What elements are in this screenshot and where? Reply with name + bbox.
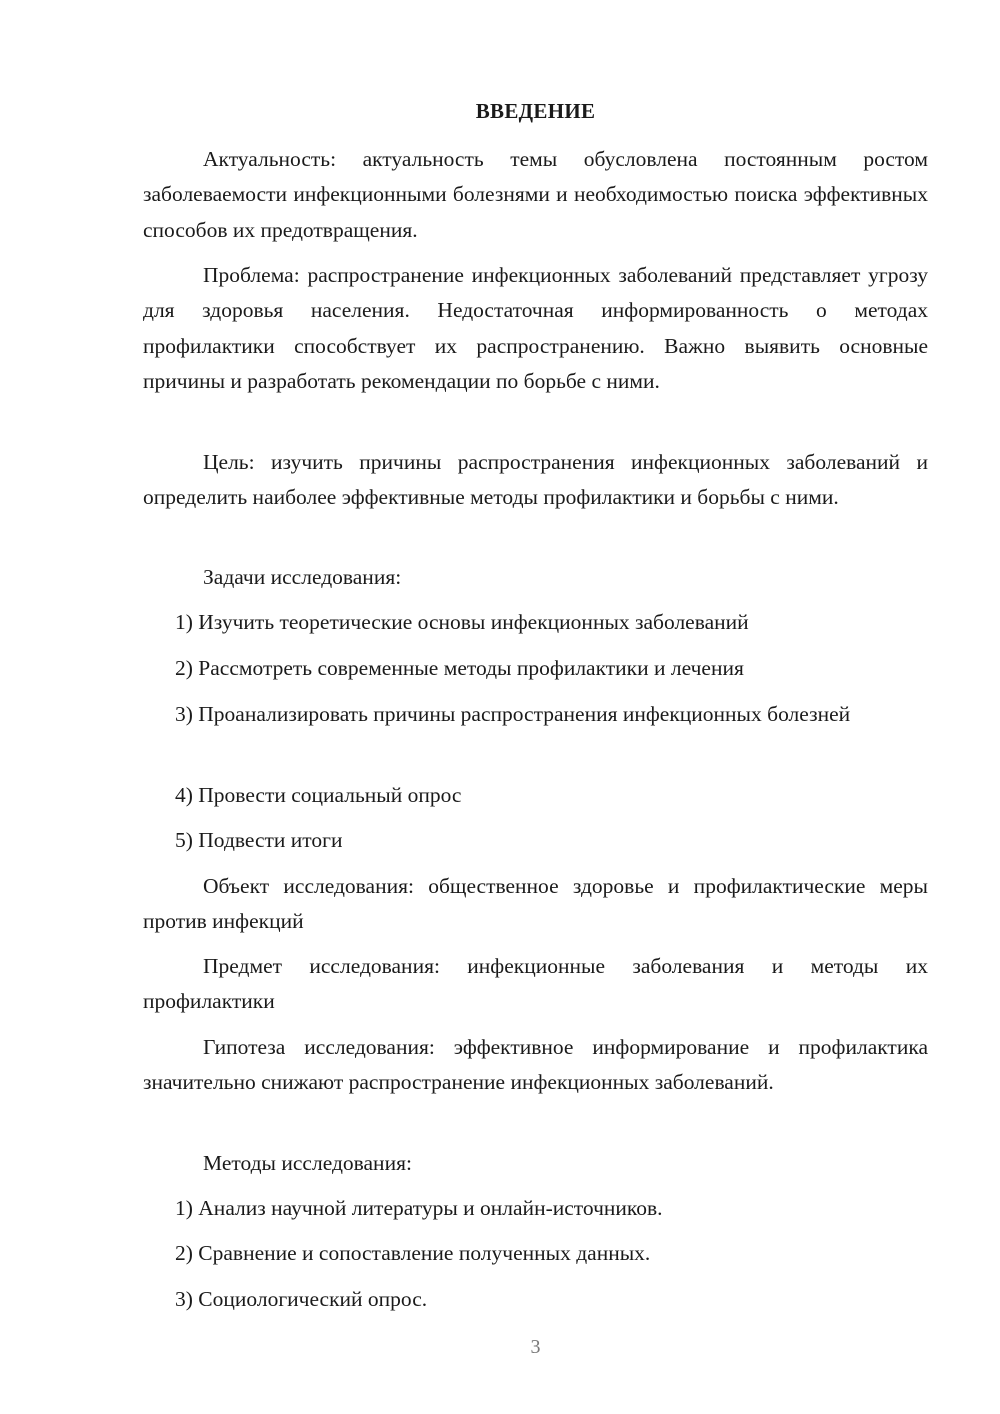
object-paragraph: Объект исследования: общественное здоровье и профилактические меры против инфекций: [143, 874, 928, 934]
page-number: 3: [530, 1336, 541, 1358]
page-title: ВВЕДЕНИЕ: [475, 99, 596, 123]
hypothesis-paragraph: Гипотеза исследования: эффективное информирование и профилактика значительно снижают распространение инфекционных заболеваний.: [143, 1035, 928, 1095]
goal-paragraph: Цель: изучить причины распространения инфекционных заболеваний и определить наиболее эффективные методы профилактики и борьбы с ними.: [143, 450, 928, 510]
relevance-paragraph: Актуальность: актуальность темы обусловлена постоянным ростом заболеваемости инфекционными болезнями и необходимостью поиска эффективных способов их предотвращения.: [143, 147, 928, 242]
document-page: [143, 0, 928, 1414]
problem-paragraph: Проблема: распространение инфекционных заболеваний представляет угрозу для здоровья населения. Недостаточная информированность о методах профилактики способствует их распространению. Важно выявить основные причины и разработать рекомендации по борьбе с ними.: [143, 263, 928, 393]
subject-paragraph: Предмет исследования: инфекционные заболевания и методы их профилактики: [143, 954, 928, 1014]
methods-heading: Методы исследования:: [203, 1151, 412, 1175]
task-item-1: 1) Изучить теоретические основы инфекционных заболеваний: [175, 610, 749, 634]
method-item-2: 2) Сравнение и сопоставление полученных данных.: [175, 1241, 651, 1265]
task-item-3: 3) Проанализировать причины распространения инфекционных болезней: [175, 702, 851, 726]
tasks-heading: Задачи исследования:: [203, 565, 402, 589]
method-item-1: 1) Анализ научной литературы и онлайн-источников.: [175, 1196, 663, 1220]
task-item-4: 4) Провести социальный опрос: [175, 783, 462, 807]
method-item-3: 3) Социологический опрос.: [175, 1287, 428, 1311]
task-item-5: 5) Подвести итоги: [175, 828, 343, 852]
task-item-2: 2) Рассмотреть современные методы профилактики и лечения: [175, 656, 744, 680]
